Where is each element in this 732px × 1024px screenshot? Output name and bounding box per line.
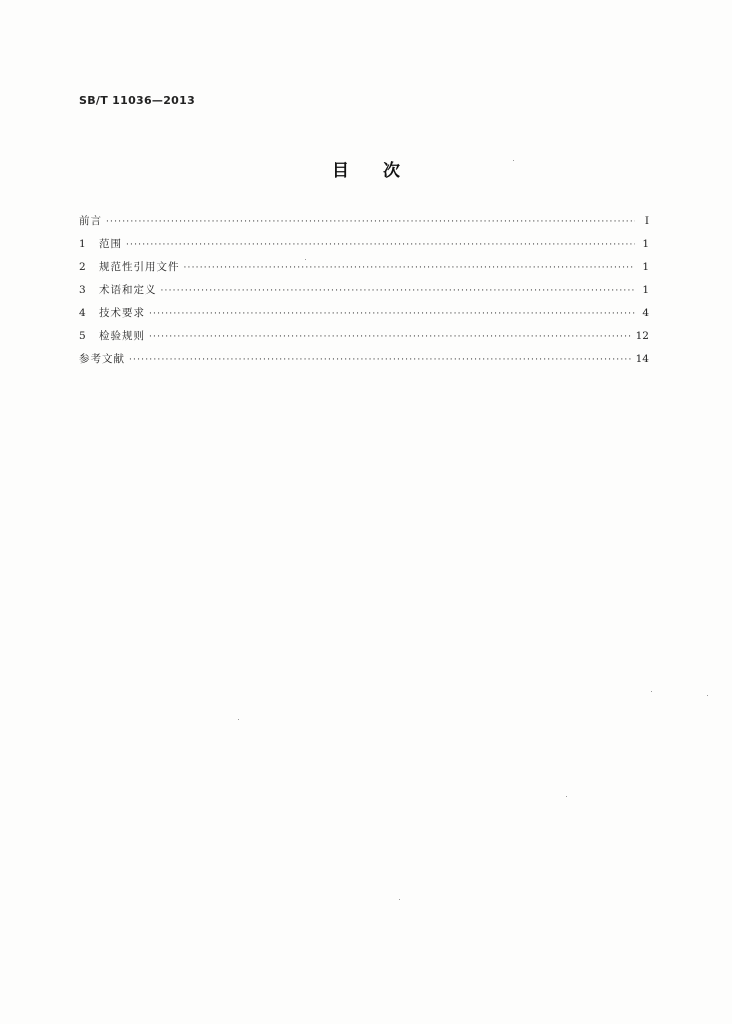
toc-entry-number: 1 — [79, 238, 86, 250]
toc-entry-terms-definitions[interactable] — [79, 282, 649, 305]
scan-speck — [651, 691, 652, 692]
toc-leader-dots — [106, 217, 635, 227]
toc-entry-number: 5 — [79, 330, 86, 342]
scan-speck — [399, 899, 400, 900]
toc-leader-dots — [149, 332, 632, 342]
toc-leader-dots — [129, 355, 632, 365]
toc-leader-dots — [161, 286, 636, 296]
toc-entry-page: 1 — [642, 238, 649, 250]
toc-entry-page: 1 — [642, 261, 649, 273]
toc-leader-dots — [149, 309, 635, 319]
toc-entry-page: 4 — [642, 307, 649, 319]
toc-entry-number: 2 — [79, 261, 86, 273]
toc-entry-page: Ⅰ — [644, 215, 649, 227]
scan-speck — [566, 796, 567, 797]
scan-speck — [238, 719, 239, 720]
toc-entry-label: 检验规则 — [99, 330, 145, 342]
toc-entry-page: 1 — [642, 284, 649, 296]
toc-entry-label: 范围 — [99, 238, 122, 250]
toc-entry-foreword[interactable] — [79, 213, 649, 236]
toc-entry-normative-references[interactable] — [79, 259, 649, 282]
toc-entry-label: 前言 — [79, 215, 102, 227]
toc-entry-label: 参考文献 — [79, 353, 125, 365]
scan-speck — [305, 259, 306, 260]
toc-leader-dots — [126, 240, 635, 250]
toc-entry-bibliography[interactable] — [79, 351, 649, 374]
toc-leader-dots — [184, 263, 636, 273]
toc-entry-inspection-rules[interactable] — [79, 328, 649, 351]
toc-entry-label: 术语和定义 — [99, 284, 157, 296]
toc-entry-page: 12 — [635, 330, 649, 342]
toc-entry-scope[interactable] — [79, 236, 649, 259]
toc-title: 目次 — [332, 161, 434, 181]
toc-entry-number: 4 — [79, 307, 86, 319]
toc-entry-page: 14 — [635, 353, 649, 365]
standard-code: SB/T 11036—2013 — [79, 94, 196, 107]
scan-speck — [513, 160, 514, 161]
toc-entry-number: 3 — [79, 284, 86, 296]
scan-speck — [707, 695, 708, 696]
toc-entry-label: 技术要求 — [99, 307, 145, 319]
toc-entry-technical-requirements[interactable] — [79, 305, 649, 328]
toc-entry-label: 规范性引用文件 — [99, 261, 180, 273]
table-of-contents — [79, 213, 649, 374]
